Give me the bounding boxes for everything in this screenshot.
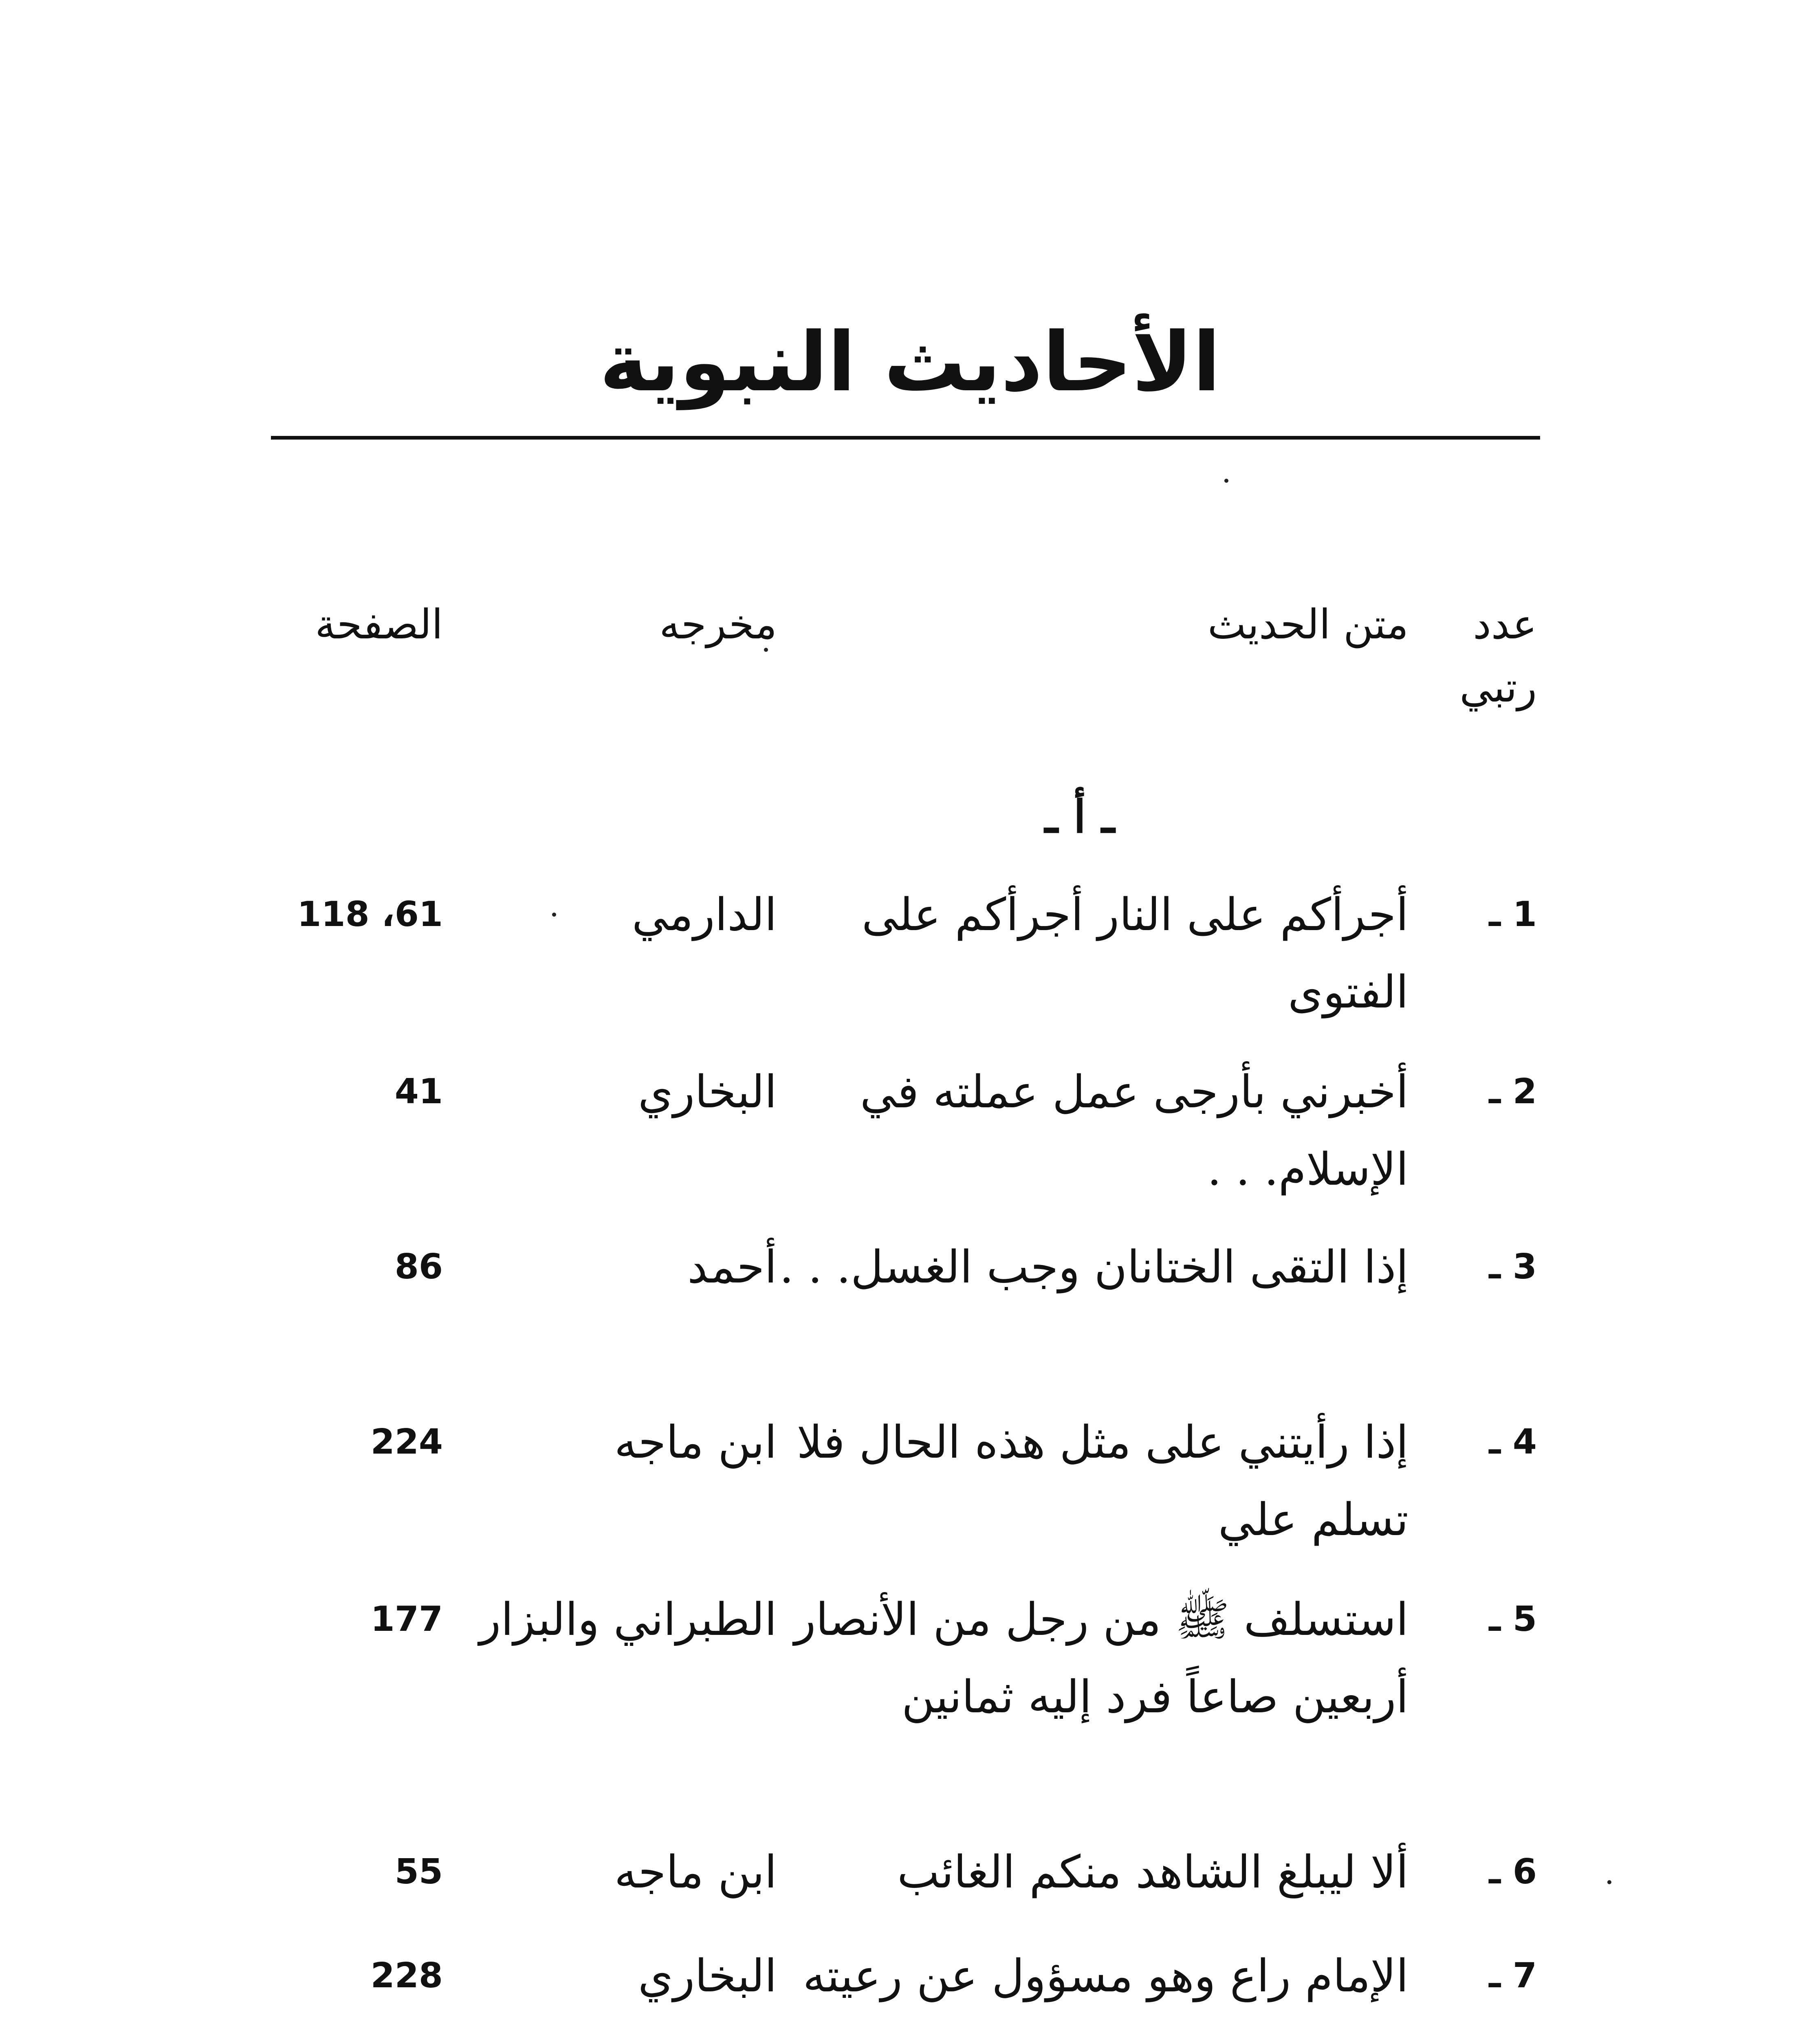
entry-pages: 228 bbox=[370, 1956, 443, 1996]
entry-text: ألا ليبلغ الشاهد منكم الغائب bbox=[897, 1846, 1408, 1898]
speck bbox=[1607, 1880, 1611, 1884]
header-number-line1: عدد bbox=[1473, 601, 1537, 648]
entry-number: 2 ـ bbox=[1489, 1071, 1537, 1112]
entry-source: الطبراني والبزار bbox=[479, 1593, 777, 1645]
entry-text: إذا التقى الختانان وجب الغسل. . . bbox=[779, 1241, 1408, 1293]
entry-number: 1 ـ bbox=[1489, 894, 1537, 935]
section-letter: ـ أ ـ bbox=[1045, 790, 1115, 843]
page-title: الأحاديث النبوية bbox=[599, 315, 1221, 410]
entry-text: الإمام راع وهو مسؤول عن رعيته bbox=[803, 1950, 1408, 2002]
entry-text: أخبرني بأرجى عمل عملته في الإسلام. . . bbox=[860, 1066, 1408, 1195]
header-number-line2: رتبي bbox=[1459, 664, 1537, 711]
entry-source: الدارمي bbox=[632, 889, 777, 941]
entry-number: 4 ـ bbox=[1489, 1422, 1537, 1462]
header-number bbox=[1435, 593, 1537, 719]
header-text: متن الحديث bbox=[1208, 601, 1408, 648]
entry-pages: 55 bbox=[394, 1852, 443, 1892]
entry-text: استسلف ﷺ من رجل من الأنصار أربعين صاعاً فرد إليه ثمانين bbox=[794, 1593, 1408, 1723]
entry-number: 6 ـ bbox=[1489, 1852, 1537, 1892]
entry-pages: 41 bbox=[394, 1071, 443, 1112]
title-underline bbox=[271, 436, 1540, 440]
entry-number: 7 ـ bbox=[1489, 1956, 1537, 1996]
entry-number: 5 ـ bbox=[1489, 1599, 1537, 1639]
entry-source: ابن ماجه bbox=[614, 1846, 777, 1898]
entry-source: البخاري bbox=[638, 1950, 777, 2002]
header-source: مخرجه bbox=[659, 601, 777, 648]
entry-text: أجرأكم على النار أجرأكم على الفتوى bbox=[861, 889, 1408, 1018]
entry-text: إذا رأيتني على مثل هذه الحال فلا تسلم علي bbox=[797, 1416, 1408, 1546]
entry-pages: 118 ،61 bbox=[297, 894, 443, 935]
header-page: الصفحة bbox=[315, 601, 443, 648]
entry-source: البخاري bbox=[638, 1066, 777, 1118]
entry-source: أحمد bbox=[687, 1241, 777, 1293]
entry-number: 3 ـ bbox=[1489, 1247, 1537, 1287]
entry-pages: 86 bbox=[394, 1247, 443, 1287]
entry-pages: 224 bbox=[370, 1422, 443, 1462]
entry-pages: 177 bbox=[370, 1599, 443, 1639]
speck bbox=[1224, 479, 1228, 483]
entry-source: ابن ماجه bbox=[614, 1416, 777, 1468]
